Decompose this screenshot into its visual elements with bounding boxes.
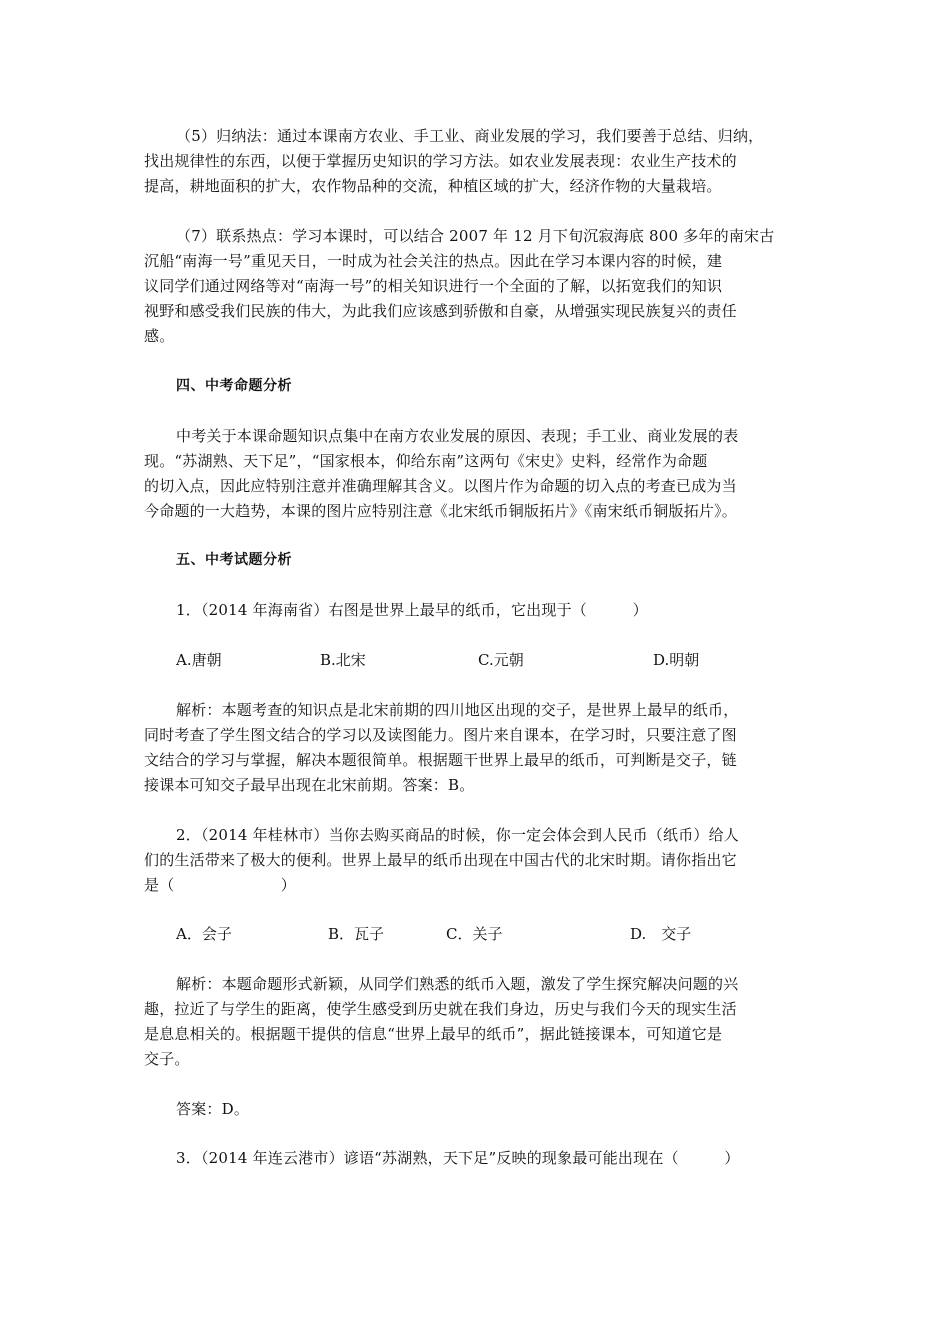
question-1: 1．（2014 年海南省）右图是世界上最早的纸币，它出现于（ ） <box>176 601 648 619</box>
question-2: 2．（2014 年桂林市）当你去购买商品的时候，你一定会体会到人民币（纸币）给人 们的生活带来了极大的便利。世界上最早的纸币出现在中国古代的北宋时期。请你指出它 是（ ） <box>144 826 739 894</box>
question-1-options <box>176 648 816 673</box>
question-2-analysis: 解析：本题命题形式新颖，从同学们熟悉的纸币入题，激发了学生探究解决问题的兴 趣，拉近了与学生的距离，使学生感受到历史就在我们身边，历史与我们今天的现实生活 是息息相关的。根据题干提供的信息“世界上最早的纸币”，据此链接课本，可知道它是 交子。 <box>144 975 739 1068</box>
question-2-option-d: D. 交子 <box>630 925 692 943</box>
question-2-option-b: B．瓦子 <box>328 925 385 943</box>
question-2-option-a: A．会子 <box>176 925 232 943</box>
question-1-option-b: B.北宋 <box>320 651 366 669</box>
paragraph-current-events: （7）联系热点：学习本课时，可以结合 2007 年 12 月下旬沉寂海底 800 多年的南宋古 沉船“南海一号”重见天日，一时成为社会关注的热点。因此在学习本课内容的时候，建 议同学们通过网络等对“南海一号”的相关知识进行一个全面的了解，以拓宽我们的知识 视野和感受我们民族的伟大，为此我们应该感到骄傲和自豪，从增强实现民族复兴的责任 感。 <box>144 227 775 345</box>
question-1-option-c: C.元朝 <box>478 651 524 669</box>
paragraph-induction-method: （5）归纳法：通过本课南方农业、手工业、商业发展的学习，我们要善于总结、归纳， 找出规律性的东西，以便于掌握历史知识的学习方法。如农业发展表现：农业生产技术的 提高，耕地面积的扩大，农作物品种的交流，种植区域的扩大，经济作物的大量栽培。 <box>144 127 764 195</box>
question-2-answer: 答案：D。 <box>176 1100 250 1118</box>
question-1-option-d: D.明朝 <box>653 651 700 669</box>
question-1-analysis: 解析：本题考查的知识点是北宋前期的四川地区出现的交子，是世界上最早的纸币， 同时考查了学生图文结合的学习以及读图能力。图片来自课本，在学习时，只要注意了图 文结合的学习与掌握，解决本题很简单。根据题干世界上最早的纸币，可判断是交子，链 接课本可知交子最早出现在北宋前期。答案：B。 <box>144 701 739 794</box>
question-2-options <box>176 922 816 947</box>
section-heading-exam-analysis: 四、中考命题分析 <box>176 378 292 394</box>
paragraph-exam-topics: 中考关于本课命题知识点集中在南方农业发展的原因、表现；手工业、商业发展的表 现。“苏湖熟、天下足”，“国家根本，仰给东南”这两句《宋史》史料，经常作为命题 的切入点，因此应特别注意并准确理解其含义。以图片作为命题的切入点的考查已成为当 今命题的一大趋势，本课的图片应特别注意《北宋纸币铜版拓片》《南宋纸币铜版拓片》。 <box>144 427 739 520</box>
question-1-option-a: A.唐朝 <box>176 651 222 669</box>
section-heading-exam-questions: 五、中考试题分析 <box>176 552 292 568</box>
question-3: 3．（2014 年连云港市）谚语“苏湖熟，天下足”反映的现象最可能出现在（ ） <box>176 1149 740 1167</box>
question-2-option-c: C．关子 <box>446 925 503 943</box>
